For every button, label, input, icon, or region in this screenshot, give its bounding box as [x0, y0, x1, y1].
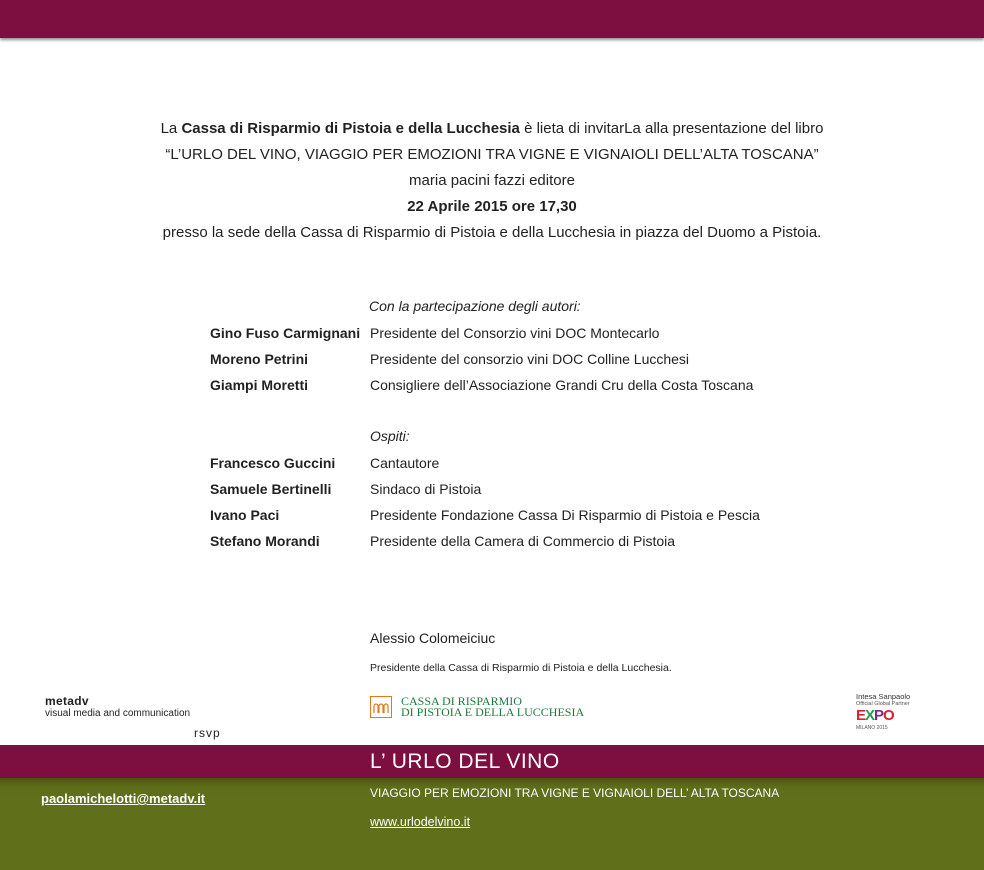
agency-tagline: visual media and communication — [45, 708, 191, 719]
bank-arches-icon — [370, 696, 392, 718]
footer-shadow — [0, 778, 984, 786]
guest-name: Francesco Guccini — [210, 455, 336, 471]
bank-name: Cassa di Risparmio di Pistoia e della Lucchesia — [181, 120, 520, 137]
publisher: maria pacini fazzi editore — [409, 172, 575, 189]
guest-role: Presidente Fondazione Cassa Di Risparmio di Pistoia e Pescia — [370, 507, 760, 523]
sponsor-name: Intesa Sanpaolo — [856, 692, 911, 701]
footer-book-subtitle: VIAGGIO PER EMOZIONI TRA VIGNE E VIGNAIOLI DELL’ ALTA TOSCANA — [370, 786, 780, 800]
invitation-line — [0, 116, 984, 142]
agency-name: metadv — [45, 694, 89, 708]
expo-logo — [856, 692, 920, 731]
author-name: Giampi Moretti — [210, 377, 309, 393]
guest-name: Ivano Paci — [210, 507, 280, 523]
expo-wordmark: EXPO — [856, 707, 894, 724]
sponsor-role: Official Global Partner — [856, 701, 910, 707]
event-date: 22 Aprile 2015 ore 17,30 — [407, 198, 577, 215]
bank-logo-line: DI PISTOIA E DELLA LUCCHESIA — [401, 705, 585, 719]
guests-label: Ospiti: — [370, 428, 410, 444]
book-title: “L’URLO DEL VINO, VIAGGIO PER EMOZIONI TRA VIGNE E VIGNAIOLI DELL’ALTA TOSCANA” — [165, 146, 819, 163]
invitation-text — [0, 116, 984, 246]
expo-city: MILANO 2015 — [856, 725, 888, 731]
bank-logo-text — [401, 696, 584, 718]
guest-name: Stefano Morandi — [210, 533, 320, 549]
guest-role: Cantautore — [370, 455, 440, 471]
bank-logo-line: CASSA DI RISPARMIO — [401, 694, 522, 708]
footer-book-title: L’ URLO DEL VINO — [370, 750, 560, 773]
guest-role: Sindaco di Pistoia — [370, 481, 482, 497]
rsvp-label: rsvp — [194, 726, 221, 740]
signatory-name: Alessio Colomeiciuc — [370, 630, 496, 646]
author-name: Moreno Petrini — [210, 351, 309, 367]
author-role: Presidente del consorzio vini DOC Colline Lucchesi — [370, 351, 690, 367]
author-role: Consigliere dell’Associazione Grandi Cru della Costa Toscana — [370, 377, 754, 393]
rsvp-email-link[interactable]: paolamichelotti@metadv.it — [41, 791, 206, 806]
guest-name: Samuele Bertinelli — [210, 481, 332, 497]
event-venue: presso la sede della Cassa di Risparmio di Pistoia e della Lucchesia in piazza del Duomo a Pistoia. — [162, 224, 822, 241]
signatory-role: Presidente della Cassa di Risparmio di Pistoia e della Lucchesia. — [370, 662, 672, 674]
authors-label: Con la partecipazione degli autori: — [369, 298, 581, 314]
author-name: Gino Fuso Carmignani — [210, 325, 361, 341]
website-link[interactable]: www.urlodelvino.it — [370, 815, 471, 829]
top-banner — [0, 0, 984, 38]
guest-role: Presidente della Camera di Commercio di Pistoia — [370, 533, 676, 549]
agency-logo — [45, 694, 190, 719]
author-role: Presidente del Consorzio vini DOC Montecarlo — [370, 325, 660, 341]
invitation-tail: è lieta di invitarLa alla presentazione del libro — [519, 120, 824, 137]
invitation-lead: La — [160, 120, 182, 137]
